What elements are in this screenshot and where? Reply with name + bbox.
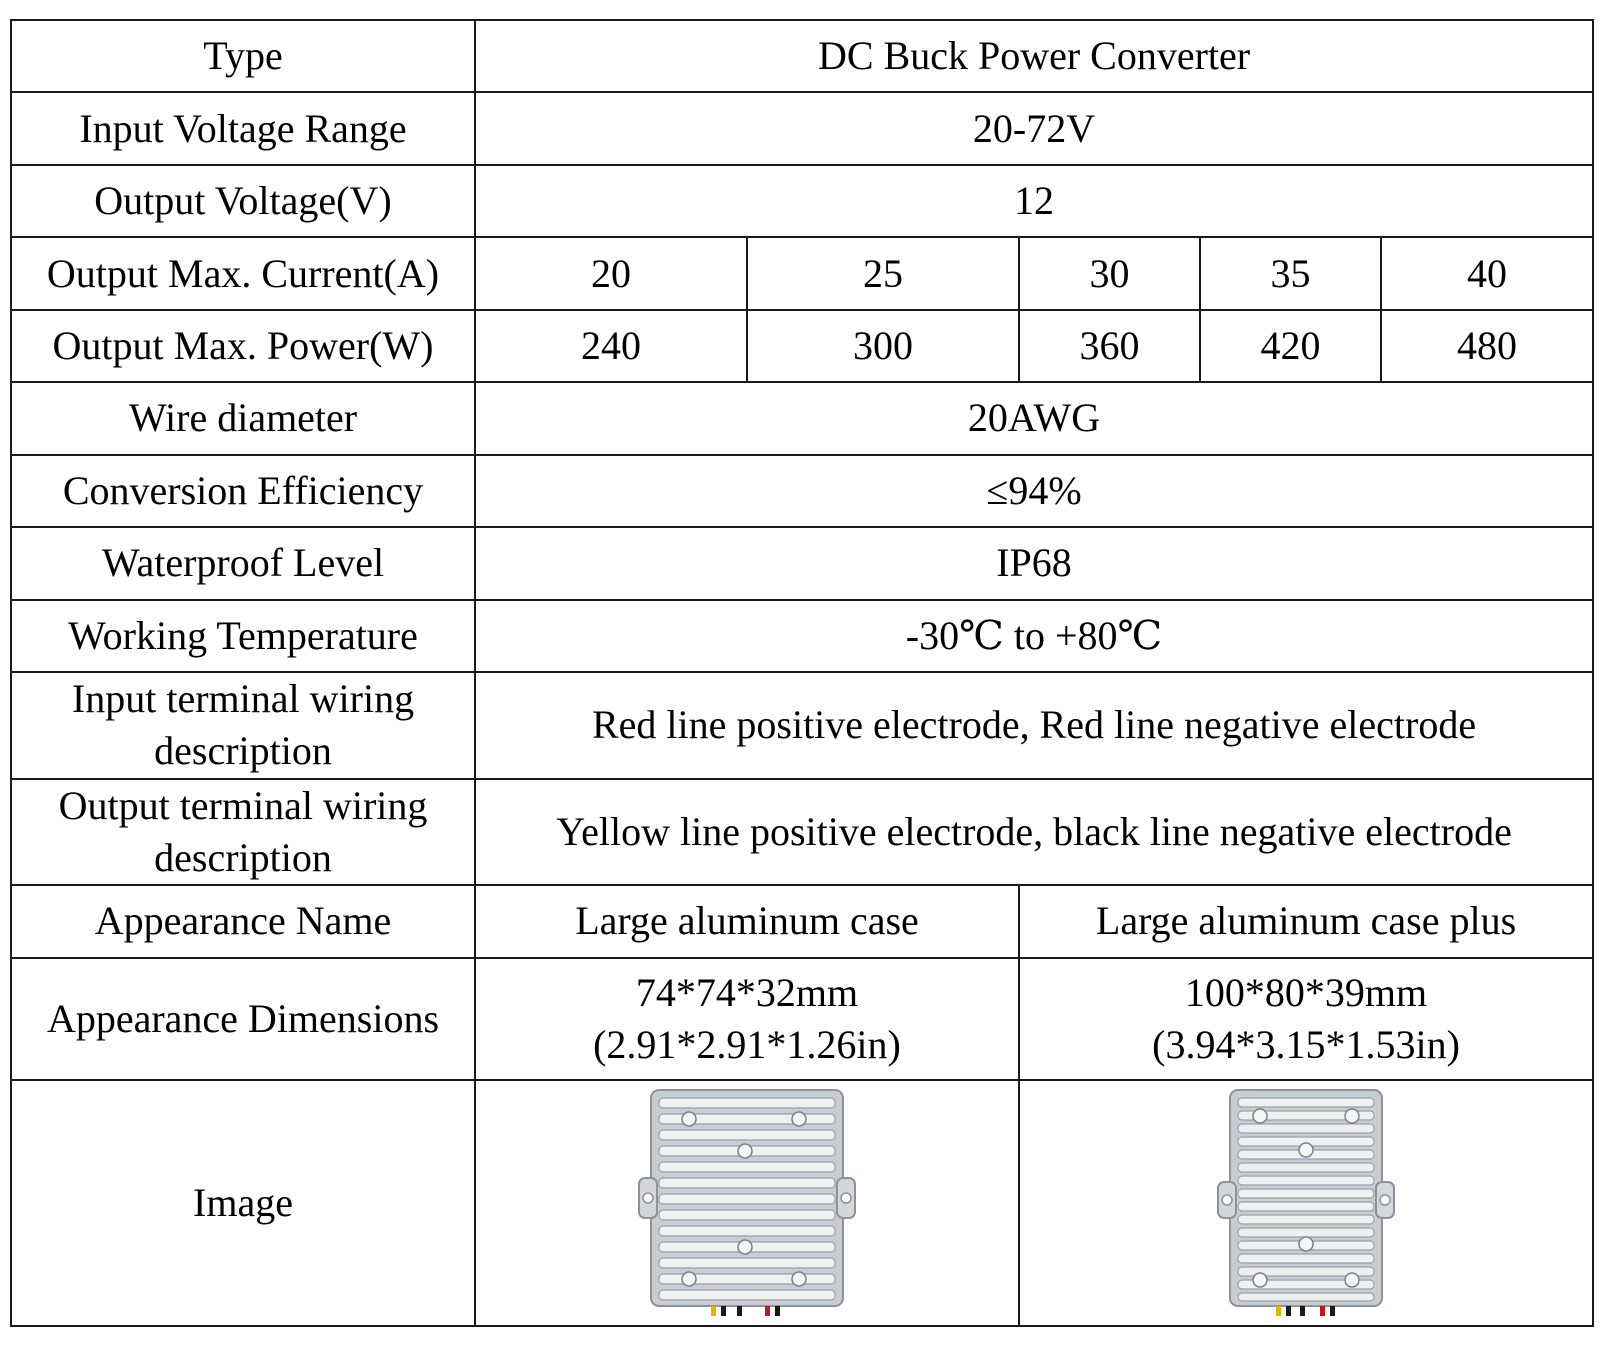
row-input-voltage bbox=[11, 92, 1593, 164]
efficiency-label: Conversion Efficiency bbox=[11, 455, 475, 527]
row-input-wiring bbox=[11, 672, 1593, 779]
output-power-cell: 240 bbox=[475, 310, 747, 382]
row-wire-diameter bbox=[11, 382, 1593, 454]
wire-diameter-value: 20AWG bbox=[475, 382, 1593, 454]
output-wiring-value: Yellow line positive electrode, black line negative electrode bbox=[475, 779, 1593, 886]
output-current-cell: 35 bbox=[1200, 237, 1381, 309]
aluminum-case-plus-icon bbox=[1216, 1086, 1396, 1320]
row-output-current bbox=[11, 237, 1593, 309]
dimensions-in: (2.91*2.91*1.26in) bbox=[593, 1022, 901, 1068]
output-wiring-label bbox=[11, 779, 475, 886]
type-label: Type bbox=[11, 20, 475, 92]
appearance-name-value: Large aluminum case bbox=[475, 885, 1019, 957]
image-label: Image bbox=[11, 1080, 475, 1326]
appearance-dimensions-value bbox=[475, 958, 1019, 1081]
input-voltage-value: 20-72V bbox=[475, 92, 1593, 164]
dimensions-in: (3.94*3.15*1.53in) bbox=[1152, 1022, 1460, 1068]
row-temperature bbox=[11, 600, 1593, 672]
appearance-dimensions-label: Appearance Dimensions bbox=[11, 958, 475, 1081]
output-current-cell: 40 bbox=[1381, 237, 1593, 309]
row-output-wiring bbox=[11, 779, 1593, 886]
output-wiring-label-line: Output terminal wiring bbox=[58, 782, 428, 828]
output-power-cell: 480 bbox=[1381, 310, 1593, 382]
wire-diameter-label: Wire diameter bbox=[11, 382, 475, 454]
row-appearance-dimensions bbox=[11, 958, 1593, 1081]
spec-table bbox=[10, 19, 1594, 1327]
row-output-voltage bbox=[11, 165, 1593, 237]
row-appearance-name bbox=[11, 885, 1593, 957]
input-voltage-label: Input Voltage Range bbox=[11, 92, 475, 164]
row-efficiency bbox=[11, 455, 1593, 527]
waterproof-label: Waterproof Level bbox=[11, 527, 475, 599]
waterproof-value: IP68 bbox=[475, 527, 1593, 599]
appearance-name-label: Appearance Name bbox=[11, 885, 475, 957]
output-voltage-value: 12 bbox=[475, 165, 1593, 237]
output-voltage-label: Output Voltage(V) bbox=[11, 165, 475, 237]
output-power-label: Output Max. Power(W) bbox=[11, 310, 475, 382]
row-output-power bbox=[11, 310, 1593, 382]
row-image bbox=[11, 1080, 1593, 1326]
input-wiring-label-line: description bbox=[154, 728, 332, 774]
appearance-name-value: Large aluminum case plus bbox=[1019, 885, 1593, 957]
case-wires bbox=[711, 1306, 780, 1316]
output-current-cell: 30 bbox=[1019, 237, 1200, 309]
output-power-cell: 300 bbox=[747, 310, 1019, 382]
input-wiring-value: Red line positive electrode, Red line negative electrode bbox=[475, 672, 1593, 779]
input-wiring-label-line: Input terminal wiring bbox=[71, 676, 415, 722]
aluminum-case-large-icon bbox=[637, 1086, 857, 1320]
dimensions-mm: 74*74*32mm bbox=[635, 970, 859, 1016]
case-wires bbox=[1276, 1306, 1335, 1316]
output-current-cell: 25 bbox=[747, 237, 1019, 309]
output-power-cell: 360 bbox=[1019, 310, 1200, 382]
efficiency-value: ≤94% bbox=[475, 455, 1593, 527]
output-current-label: Output Max. Current(A) bbox=[11, 237, 475, 309]
appearance-dimensions-value bbox=[1019, 958, 1593, 1081]
row-type bbox=[11, 20, 1593, 92]
input-wiring-label bbox=[11, 672, 475, 779]
image-cell bbox=[475, 1080, 1019, 1326]
temperature-value: -30℃ to +80℃ bbox=[475, 600, 1593, 672]
temperature-label: Working Temperature bbox=[11, 600, 475, 672]
row-waterproof bbox=[11, 527, 1593, 599]
type-value: DC Buck Power Converter bbox=[475, 20, 1593, 92]
image-cell bbox=[1019, 1080, 1593, 1326]
dimensions-mm: 100*80*39mm bbox=[1184, 970, 1428, 1016]
output-current-cell: 20 bbox=[475, 237, 747, 309]
output-power-cell: 420 bbox=[1200, 310, 1381, 382]
output-wiring-label-line: description bbox=[154, 834, 332, 880]
